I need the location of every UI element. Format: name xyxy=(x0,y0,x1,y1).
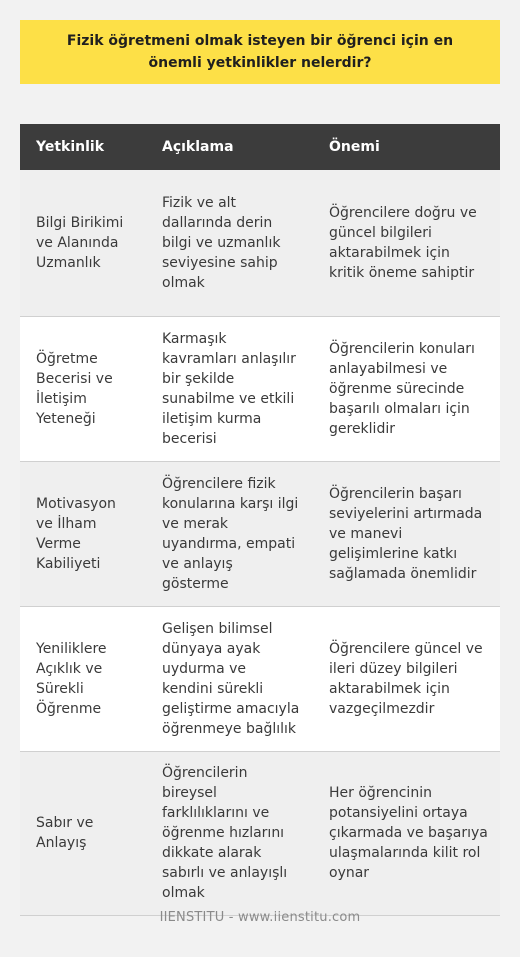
importance-cell: Öğrencilerin konuları anlayabilmesi ve öğrenme sürecinde başarılı olmaları için gereklidir xyxy=(313,316,500,461)
header-aciklama: Açıklama xyxy=(146,124,313,170)
importance-cell: Öğrencilere doğru ve güncel bilgileri aktarabilmek için kritik öneme sahiptir xyxy=(313,170,500,316)
footer-credit: IIENSTITU - www.iienstitu.com xyxy=(159,910,361,925)
table-row xyxy=(20,751,500,915)
header-onemi: Önemi xyxy=(313,124,500,170)
description-cell: Gelişen bilimsel dünyaya ayak uydurma ve kendini sürekli geliştirme amacıyla öğrenmeye bağlılık xyxy=(146,606,313,751)
page-title: Fizik öğretmeni olmak isteyen bir öğrenci için en önemli yetkinlikler nelerdir? xyxy=(20,20,500,84)
skill-cell: Öğretme Becerisi ve İletişim Yeteneği xyxy=(20,316,146,461)
competency-table xyxy=(20,124,500,916)
skill-cell: Sabır ve Anlayış xyxy=(20,751,146,915)
header-yetkinlik: Yetkinlik xyxy=(20,124,146,170)
description-cell: Öğrencilere fizik konularına karşı ilgi ve merak uyandırma, empati ve anlayış gösterme xyxy=(146,461,313,606)
skill-cell: Motivasyon ve İlham Verme Kabiliyeti xyxy=(20,461,146,606)
importance-cell: Her öğrencinin potansiyelini ortaya çıkarmada ve başarıya ulaşmalarında kilit rol oynar xyxy=(313,751,500,915)
importance-cell: Öğrencilere güncel ve ileri düzey bilgileri aktarabilmek için vazgeçilmezdir xyxy=(313,606,500,751)
table-row xyxy=(20,170,500,316)
skill-cell: Yeniliklere Açıklık ve Sürekli Öğrenme xyxy=(20,606,146,751)
skill-cell: Bilgi Birikimi ve Alanında Uzmanlık xyxy=(20,170,146,316)
description-cell: Fizik ve alt dallarında derin bilgi ve uzmanlık seviyesine sahip olmak xyxy=(146,170,313,316)
table-row xyxy=(20,461,500,606)
table-row xyxy=(20,606,500,751)
table-row xyxy=(20,316,500,461)
importance-cell: Öğrencilerin başarı seviyelerini artırmada ve manevi gelişimlerine katkı sağlamada önemlidir xyxy=(313,461,500,606)
table-header-row xyxy=(20,124,500,170)
description-cell: Öğrencilerin bireysel farklılıklarını ve öğrenme hızlarını dikkate alarak sabırlı ve anlayışlı olmak xyxy=(146,751,313,915)
description-cell: Karmaşık kavramları anlaşılır bir şekilde sunabilme ve etkili iletişim kurma becerisi xyxy=(146,316,313,461)
